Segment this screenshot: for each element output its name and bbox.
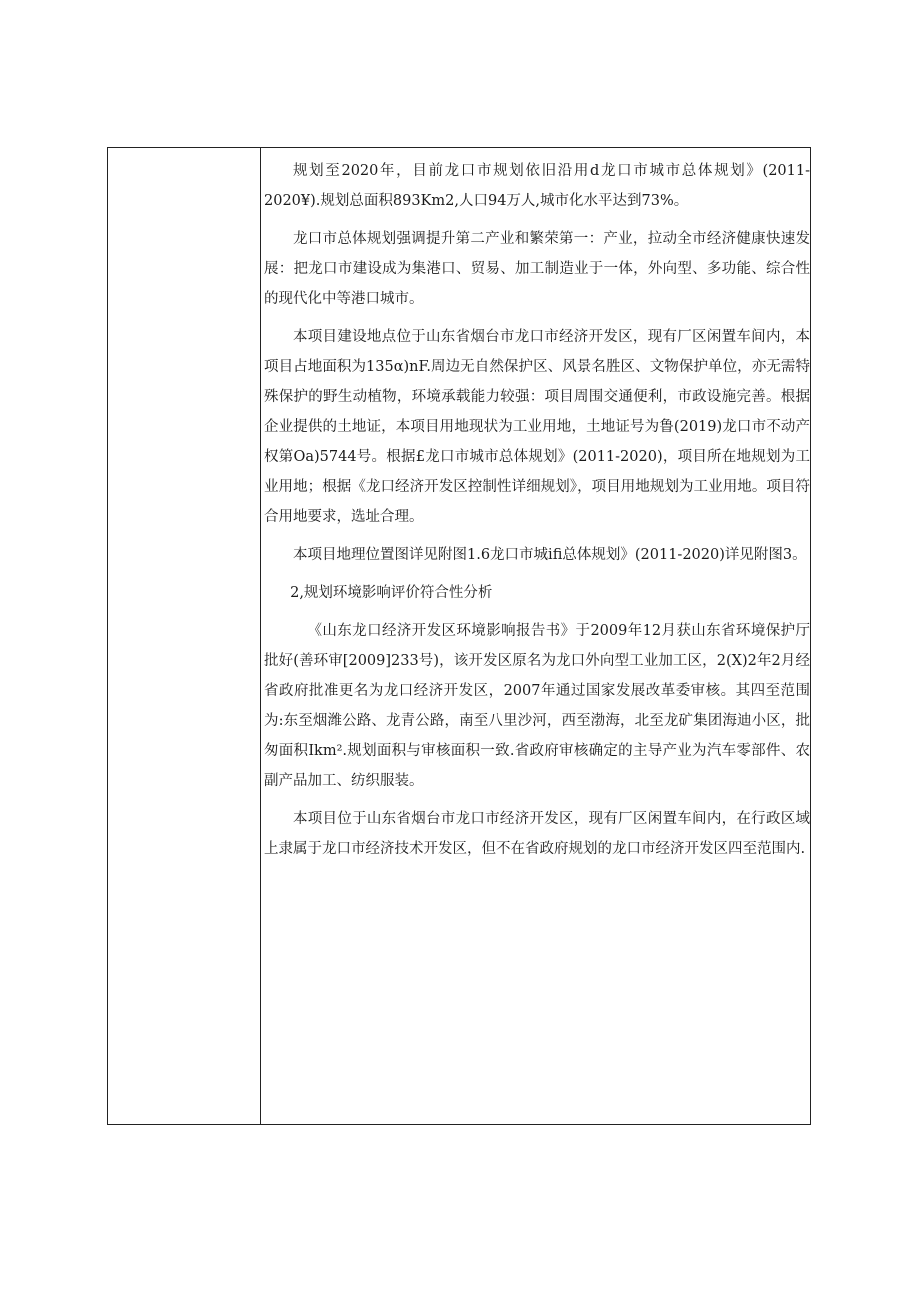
label-column xyxy=(108,148,261,1124)
document-table xyxy=(107,147,811,1125)
paragraph-project-position: 本项目位于山东省烟台市龙口市经济开发区，现有厂区闲置车间内，在行政区域上隶属于龙口市经济技术开发区，但不在省政府规划的龙口市经济开发区四至范围内. xyxy=(264,811,810,857)
content-column xyxy=(262,156,812,872)
paragraph-master-plan: 龙口市总体规划强调提升第二产业和繁荣第一：产业，拉动全市经济健康快速发展：把龙口市建设成为集港口、贸易、加工制造业于一体，外向型、多功能、综合性的现代化中等港口城市。 xyxy=(264,231,810,307)
paragraph-project-site: 本项目建设地点位于山东省烟台市龙口市经济开发区，现有厂区闲置车间内，本项目占地面积为135α)nF.周边无自然保护区、风景名胜区、文物保护单位，亦无需特殊保护的野生动植物，环境承载能力较强：项目周围交通便利，市政设施完善。根据企业提供的土地证，本项目用地现状为工业用地，土地证号为鲁(2019)龙口市不动产权第Oa)5744号。根据£龙口市城市总体规划》(2011-2020)，项目所在地规划为工业用地；根据《龙口经济开发区控制性详细规划》，项目用地规划为工业用地。项目符合用地要求，选址合理。 xyxy=(264,329,810,525)
paragraph-planning-2020: 规划至2020年，目前龙口市规划依旧沿用d龙口市城市总体规划》(2011-2020¥).规划总面积893Km2,人口94万人,城市化水平达到73%。 xyxy=(264,163,810,209)
paragraph-eia-report: 《山东龙口经济开发区环境影响报告书》于2009年12月获山东省环境保护厅批好(善环审[2009]233号)，该开发区原名为龙口外向型工业加工区，2(X)2年2月经省政府批准更名为龙口经济开发区，2007年通过国家发展改革委审核。其四至范围为:东至烟潍公路、龙青公路，南至八里沙河，西至渤海，北至龙矿集团海迪小区，批匆面积Ikm².规划面积与审核面积一致.省政府审核确定的主导产业为汽车零部件、农副产品加工、纺织服装。 xyxy=(264,623,810,789)
section-heading: 2,规划环境影响评价符合性分析 xyxy=(290,585,493,601)
paragraph-location-map: 本项目地理位置图详见附图1.6龙口市城ifi总体规划》(2011-2020)详见附图3。 xyxy=(293,547,807,563)
